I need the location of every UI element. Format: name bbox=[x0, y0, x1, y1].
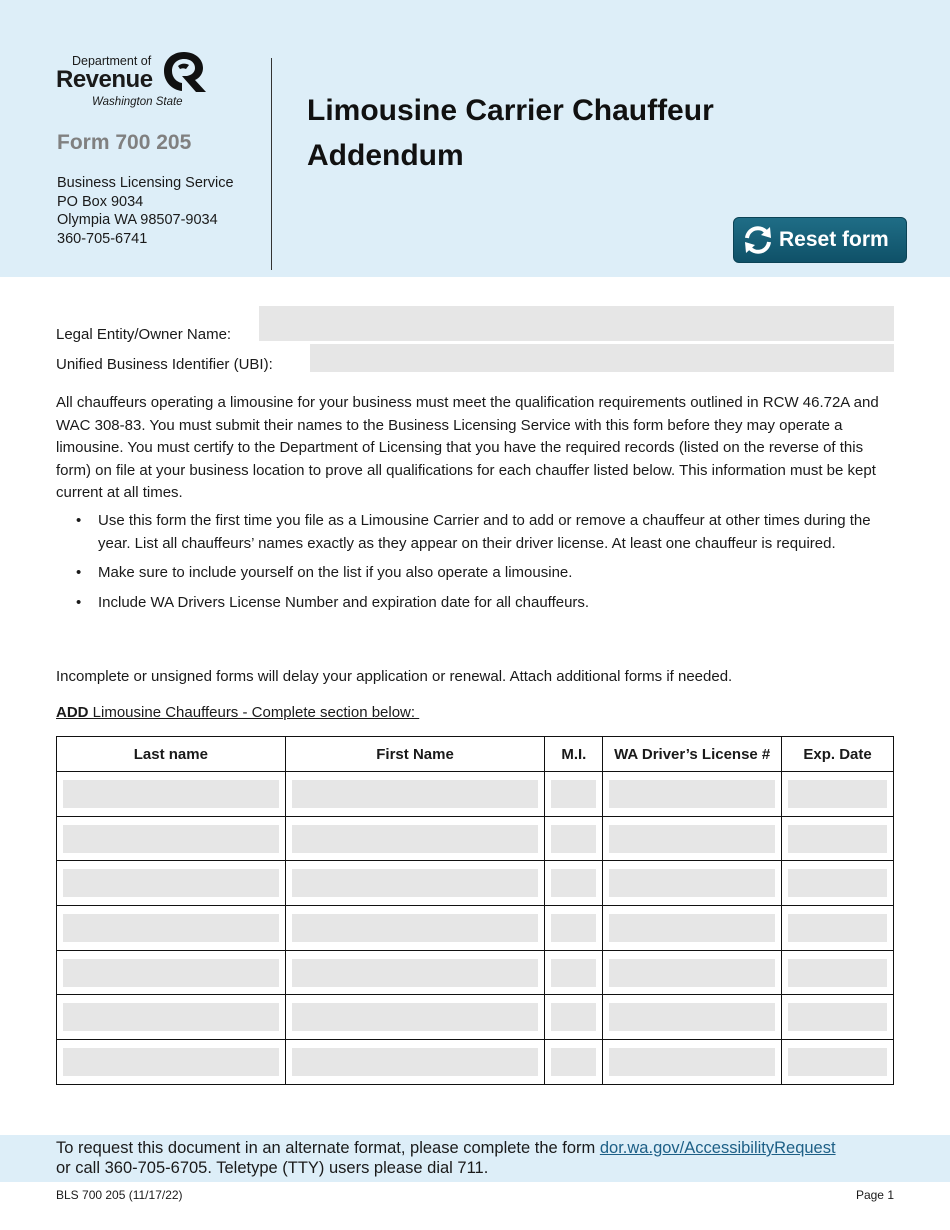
exp-date-input[interactable] bbox=[788, 959, 887, 987]
instruction-list bbox=[76, 510, 876, 621]
dor-logo-icon bbox=[162, 50, 208, 94]
table-cell bbox=[603, 950, 782, 995]
last-name-input[interactable] bbox=[63, 914, 279, 942]
form-id: BLS 700 205 (11/17/22) bbox=[56, 1188, 183, 1202]
first-name-input[interactable] bbox=[292, 780, 539, 808]
bullet-icon: • bbox=[76, 564, 82, 581]
table-cell bbox=[57, 995, 286, 1040]
header-divider bbox=[271, 58, 272, 270]
legal-entity-input[interactable] bbox=[259, 306, 894, 341]
accessibility-link[interactable]: dor.wa.gov/AccessibilityRequest bbox=[599, 1139, 836, 1157]
table-cell bbox=[782, 906, 894, 951]
exp-date-input[interactable] bbox=[788, 825, 887, 853]
table-cell bbox=[782, 861, 894, 906]
table-cell bbox=[603, 995, 782, 1040]
table-cell bbox=[545, 772, 603, 817]
table-cell bbox=[603, 906, 782, 951]
add-heading-rest: Limousine Chauffeurs - Complete section below: bbox=[88, 704, 420, 721]
address-line: PO Box 9034 bbox=[57, 193, 144, 210]
table-cell bbox=[782, 1040, 894, 1085]
footer-line1: To request this document in an alternate format, please complete the form bbox=[56, 1139, 600, 1157]
first-name-input[interactable] bbox=[292, 1003, 539, 1031]
logo-revenue-text: Revenue bbox=[56, 66, 153, 93]
license-input[interactable] bbox=[609, 1003, 775, 1031]
table-cell bbox=[57, 816, 286, 861]
accessibility-notice bbox=[56, 1139, 836, 1178]
first-name-input[interactable] bbox=[292, 869, 539, 897]
last-name-input[interactable] bbox=[63, 825, 279, 853]
table-cell bbox=[782, 995, 894, 1040]
col-exp-date: Exp. Date bbox=[782, 737, 894, 772]
table-cell bbox=[57, 906, 286, 951]
list-item-text: Use this form the first time you file as a Limousine Carrier and to add or remove a chauffeur at other times during the year. List all chauffeurs’ names exactly as they appear on their driver license. At least one chauffeur is required. bbox=[98, 512, 871, 552]
table-cell bbox=[285, 995, 545, 1040]
logo-state-text: Washington State bbox=[92, 96, 183, 108]
table-cell bbox=[285, 950, 545, 995]
first-name-input[interactable] bbox=[292, 1048, 539, 1076]
incomplete-notice: Incomplete or unsigned forms will delay your application or renewal. Attach additional forms if needed. bbox=[56, 668, 733, 685]
table-cell bbox=[285, 772, 545, 817]
table-cell bbox=[782, 816, 894, 861]
address-line: Business Licensing Service bbox=[57, 175, 234, 191]
last-name-input[interactable] bbox=[63, 959, 279, 987]
table-row bbox=[57, 1040, 894, 1085]
list-item-text: Include WA Drivers License Number and expiration date for all chauffeurs. bbox=[98, 593, 590, 611]
last-name-input[interactable] bbox=[63, 1048, 279, 1076]
col-first-name: First Name bbox=[285, 737, 545, 772]
mi-input[interactable] bbox=[551, 1048, 596, 1076]
legal-entity-label: Legal Entity/Owner Name: bbox=[56, 326, 232, 343]
first-name-input[interactable] bbox=[292, 959, 539, 987]
title-line-1: Limousine Carrier Chauffeur bbox=[307, 94, 714, 127]
table-cell bbox=[545, 995, 603, 1040]
reset-form-button[interactable] bbox=[733, 217, 907, 263]
title-line-2: Addendum bbox=[307, 139, 464, 172]
reset-form-label: Reset form bbox=[779, 228, 889, 251]
table-cell bbox=[545, 950, 603, 995]
table-cell bbox=[57, 772, 286, 817]
col-license: WA Driver’s License # bbox=[603, 737, 782, 772]
mi-input[interactable] bbox=[551, 959, 596, 987]
footer-line2: or call 360-705-6705. Teletype (TTY) users please dial 711. bbox=[56, 1158, 489, 1177]
last-name-input[interactable] bbox=[63, 780, 279, 808]
exp-date-input[interactable] bbox=[788, 780, 887, 808]
page-title bbox=[307, 88, 714, 178]
table-cell bbox=[545, 1040, 603, 1085]
refresh-icon bbox=[741, 223, 775, 257]
col-last-name: Last name bbox=[57, 737, 286, 772]
table-cell bbox=[603, 816, 782, 861]
table-header-row bbox=[57, 737, 894, 772]
table-cell bbox=[603, 861, 782, 906]
list-item bbox=[76, 592, 876, 615]
mi-input[interactable] bbox=[551, 825, 596, 853]
license-input[interactable] bbox=[609, 1048, 775, 1076]
list-item bbox=[76, 562, 876, 585]
list-item-text: Make sure to include yourself on the list if you also operate a limousine. bbox=[98, 564, 573, 581]
exp-date-input[interactable] bbox=[788, 1003, 887, 1031]
page-number: Page 1 bbox=[855, 1188, 894, 1202]
license-input[interactable] bbox=[609, 959, 775, 987]
add-section-heading bbox=[56, 704, 419, 721]
address-line: Olympia WA 98507-9034 bbox=[57, 212, 218, 228]
table-cell bbox=[57, 861, 286, 906]
license-input[interactable] bbox=[609, 780, 775, 808]
first-name-input[interactable] bbox=[292, 914, 539, 942]
exp-date-input[interactable] bbox=[788, 1048, 887, 1076]
table-row bbox=[57, 772, 894, 817]
table-cell bbox=[285, 816, 545, 861]
exp-date-input[interactable] bbox=[788, 869, 887, 897]
table-body bbox=[57, 772, 894, 1085]
bullet-icon: • bbox=[76, 593, 82, 611]
last-name-input[interactable] bbox=[63, 1003, 279, 1031]
table-cell bbox=[285, 906, 545, 951]
logo-dept-text: Department of bbox=[72, 54, 152, 68]
license-input[interactable] bbox=[609, 825, 775, 853]
last-name-input[interactable] bbox=[63, 869, 279, 897]
table-row bbox=[57, 816, 894, 861]
table-cell bbox=[545, 816, 603, 861]
list-item bbox=[76, 510, 876, 555]
table-row bbox=[57, 906, 894, 951]
table-row bbox=[57, 950, 894, 995]
table-cell bbox=[545, 861, 603, 906]
first-name-input[interactable] bbox=[292, 825, 539, 853]
table-row bbox=[57, 995, 894, 1040]
table-cell bbox=[782, 772, 894, 817]
license-input[interactable] bbox=[609, 869, 775, 897]
bullet-icon: • bbox=[76, 512, 82, 529]
table-cell bbox=[782, 950, 894, 995]
mi-input[interactable] bbox=[551, 914, 596, 942]
mi-input[interactable] bbox=[551, 780, 596, 808]
table-cell bbox=[285, 1040, 545, 1085]
table-row bbox=[57, 861, 894, 906]
col-mi: M.I. bbox=[545, 737, 603, 772]
table-cell bbox=[545, 906, 603, 951]
table-cell bbox=[57, 950, 286, 995]
table-cell bbox=[603, 1040, 782, 1085]
ubi-input[interactable] bbox=[310, 344, 894, 372]
ubi-label: Unified Business Identifier (UBI): bbox=[56, 356, 273, 373]
table-cell bbox=[603, 772, 782, 817]
mailing-address bbox=[57, 174, 234, 248]
intro-paragraph: All chauffeurs operating a limousine for your business must meet the qualification requirements outlined in RCW 46.72A and WAC 308-83. You must submit their names to the Business Licensing Service with this form before they may operate a limousine. You must certify to the Department of Licensing that you have the required records (listed on the reverse of this form) on file at your business location to prove all qualifications for each chauffer listed below. This information must be kept current at all times. bbox=[56, 394, 879, 501]
mi-input[interactable] bbox=[551, 1003, 596, 1031]
add-heading-bold: ADD bbox=[56, 704, 89, 721]
table-cell bbox=[285, 861, 545, 906]
address-line: 360-705-6741 bbox=[57, 230, 148, 247]
mi-input[interactable] bbox=[551, 869, 596, 897]
table-cell bbox=[57, 1040, 286, 1085]
form-number: Form 700 205 bbox=[57, 131, 192, 154]
dor-logo bbox=[56, 50, 216, 112]
chauffeur-table bbox=[56, 736, 894, 1085]
license-input[interactable] bbox=[609, 914, 775, 942]
exp-date-input[interactable] bbox=[788, 914, 887, 942]
